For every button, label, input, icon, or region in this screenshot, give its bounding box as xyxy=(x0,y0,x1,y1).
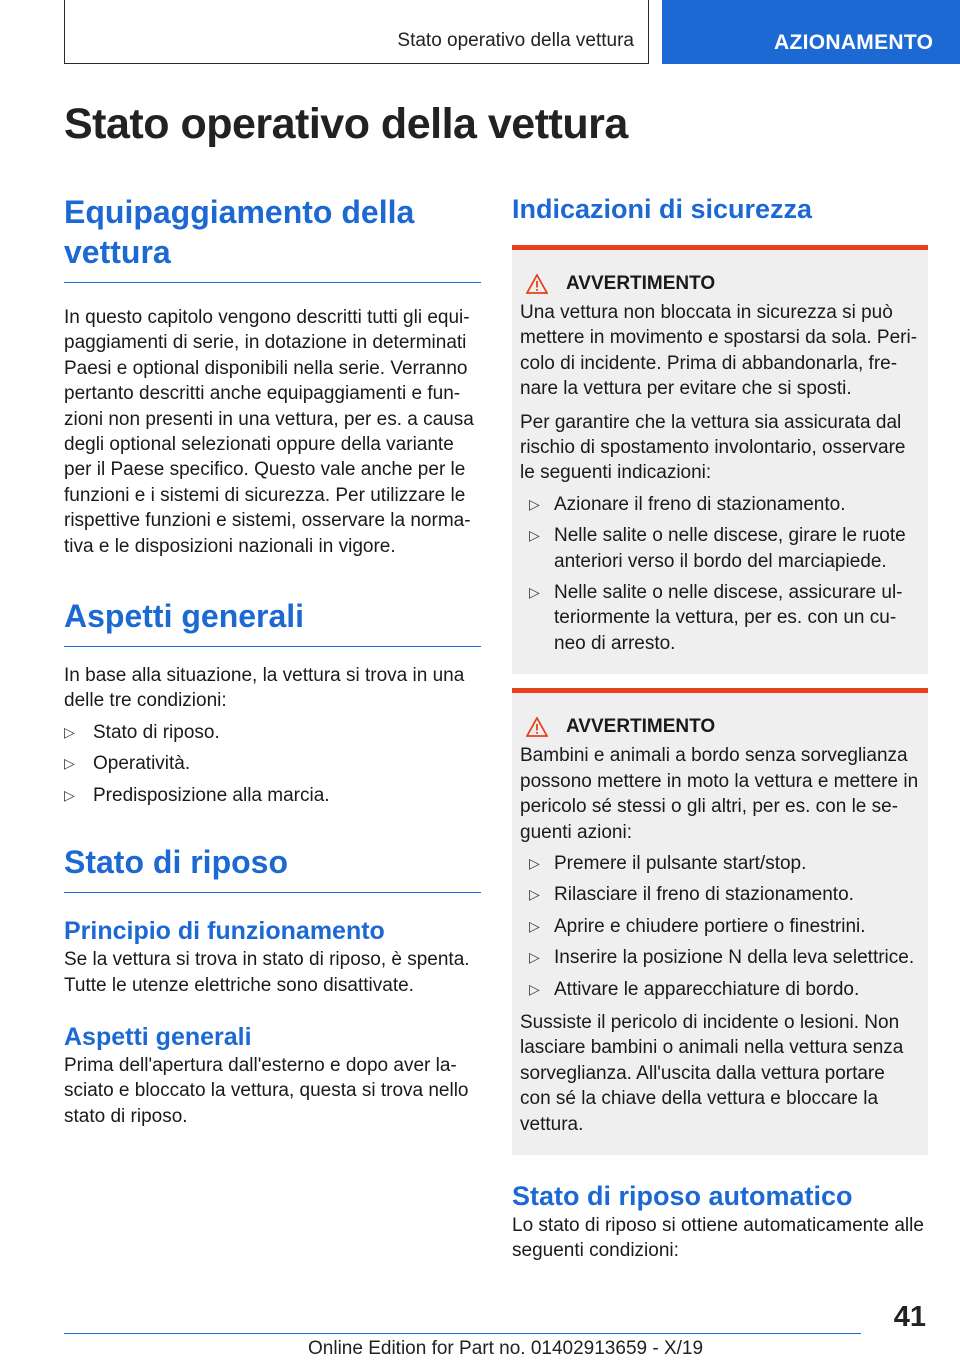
header-section-title: Stato operativo della vettura xyxy=(397,30,634,51)
triangle-bullet-icon: ▷ xyxy=(529,495,540,512)
subsection-title-aspetti-generali: Aspetti generali xyxy=(64,1022,252,1051)
triangle-bullet-icon: ▷ xyxy=(529,527,540,544)
triangle-bullet-icon: ▷ xyxy=(529,584,540,601)
subsection-title-principio: Principio di funzionamento xyxy=(64,917,385,946)
aspetti-generali-list xyxy=(64,720,481,808)
footer-divider xyxy=(64,1333,861,1334)
list-item: ▷ Predisposizione alla marcia. xyxy=(64,783,481,808)
principio-body: Se la vettura si trova in stato di riposo, è spenta. Tutte le utenze elettriche sono disattivate. xyxy=(64,949,470,996)
equipaggiamento-body: In questo capitolo vengono descritti tutti gli equipaggiamenti di serie, in dotazione in determinati Paesi e optional disponibili nella serie. Verranno pertanto descritti anche equipaggiamenti e funzioni non presenti in una vettura, per es. a causa degli optional selezionati oppure della variante per il Paese specifico. Questo vale anche per le funzioni e i sistemi di sicurezza. Per utilizzare le rispettive funzioni e sistemi, osservare la normativa e le disposizioni nazionali in vigore. xyxy=(64,307,474,557)
header-chapter-tab xyxy=(662,0,960,64)
triangle-bullet-icon: ▷ xyxy=(529,854,540,871)
header-chapter-label: AZIONAMENTO xyxy=(774,31,934,54)
warning-triangle-icon xyxy=(526,717,548,737)
riposo-automatico-body: Lo stato di riposo si ottiene automaticamente alle seguenti condizioni: xyxy=(512,1214,924,1262)
triangle-bullet-icon: ▷ xyxy=(529,917,540,934)
warning-1-intro: Per garantire che la vettura sia assicurata dal rischio di spostamento involontario, osservare le seguenti indicazioni: xyxy=(520,411,906,484)
warning-box-2 xyxy=(512,688,928,1155)
section-title-riposo-automatico: Stato di riposo automatico xyxy=(512,1180,853,1211)
warning-1-list xyxy=(520,492,920,656)
warning-2-text: Bambini e animali a bordo senza sorveglianza possono mettere in moto la vettura e mettere in pericolo sé stessi o gli altri, per es. con le seguenti azioni: xyxy=(520,745,919,843)
footer-edition: Online Edition for Part no. 01402913659 - X/19 xyxy=(308,1338,704,1359)
triangle-bullet-icon: ▷ xyxy=(529,886,540,903)
warning-2-list xyxy=(520,851,920,1002)
triangle-bullet-icon: ▷ xyxy=(529,949,540,966)
list-item: ▷ Nelle salite o nelle discese, girare le ruote anteriori verso il bordo del marciapiede. xyxy=(529,525,906,572)
riposo-aspetti-body: Prima dell'apertura dall'esterno e dopo aver lasciato e bloccato la vettura, questa si trova nello stato di riposo. xyxy=(64,1054,469,1127)
warning-triangle-icon xyxy=(526,274,548,294)
warning-label: AVVERTIMENTO xyxy=(566,273,716,294)
list-item: ▷ Premere il pulsante start/stop. xyxy=(520,851,920,876)
page-number: 41 xyxy=(893,1301,926,1333)
section-title-indicazioni-sicurezza: Indicazioni di sicurezza xyxy=(512,194,813,224)
warning-box-1 xyxy=(512,245,928,674)
section-title-equipaggiamento: Equipaggiamento della vettura xyxy=(64,192,481,283)
list-item: ▷ Nelle salite o nelle discese, assicurare ulteriormente la vettura, per es. con un cuneo di arresto. xyxy=(529,582,903,654)
warning-1-text: Una vettura non bloccata in sicurezza si può mettere in movimento e spostarsi da sola. Pericolo di incidente. Prima di abbandonarla, frenare la vettura per evitare che si sposti. xyxy=(520,302,918,400)
triangle-bullet-icon: ▷ xyxy=(529,980,540,997)
list-item: ▷ Rilasciare il freno di stazionamento. xyxy=(520,882,920,907)
list-item: ▷ Stato di riposo. xyxy=(64,720,481,745)
aspetti-generali-intro: In base alla situazione, la vettura si trova in una delle tre condizioni: xyxy=(64,665,465,712)
list-item: ▷ Attivare le apparecchiature di bordo. xyxy=(520,977,920,1002)
list-item: ▷ Aprire e chiudere portiere o finestrini. xyxy=(520,914,920,939)
triangle-bullet-icon: ▷ xyxy=(64,723,75,740)
triangle-bullet-icon: ▷ xyxy=(64,755,75,772)
section-title-stato-di-riposo: Stato di riposo xyxy=(64,842,481,893)
list-item: ▷ Inserire la posizione N della leva selettrice. xyxy=(520,945,920,970)
list-item: ▷ Azionare il freno di stazionamento. xyxy=(520,492,920,517)
right-column xyxy=(512,192,928,1264)
page-title: Stato operativo della vettura xyxy=(64,100,628,148)
section-title-aspetti-generali: Aspetti generali xyxy=(64,596,481,647)
warning-label: AVVERTIMENTO xyxy=(566,716,716,738)
list-item: ▷ Operatività. xyxy=(64,751,481,776)
warning-2-closing: Sussiste il pericolo di incidente o lesioni. Non lasciare bambini o animali nella vettura senza sorveglianza. All'uscita dalla vettura portare con sé la chiave della vettura e bloccare la vettura. xyxy=(520,1011,904,1135)
header-section-box xyxy=(64,0,649,64)
triangle-bullet-icon: ▷ xyxy=(64,786,75,803)
left-column xyxy=(64,192,481,1129)
